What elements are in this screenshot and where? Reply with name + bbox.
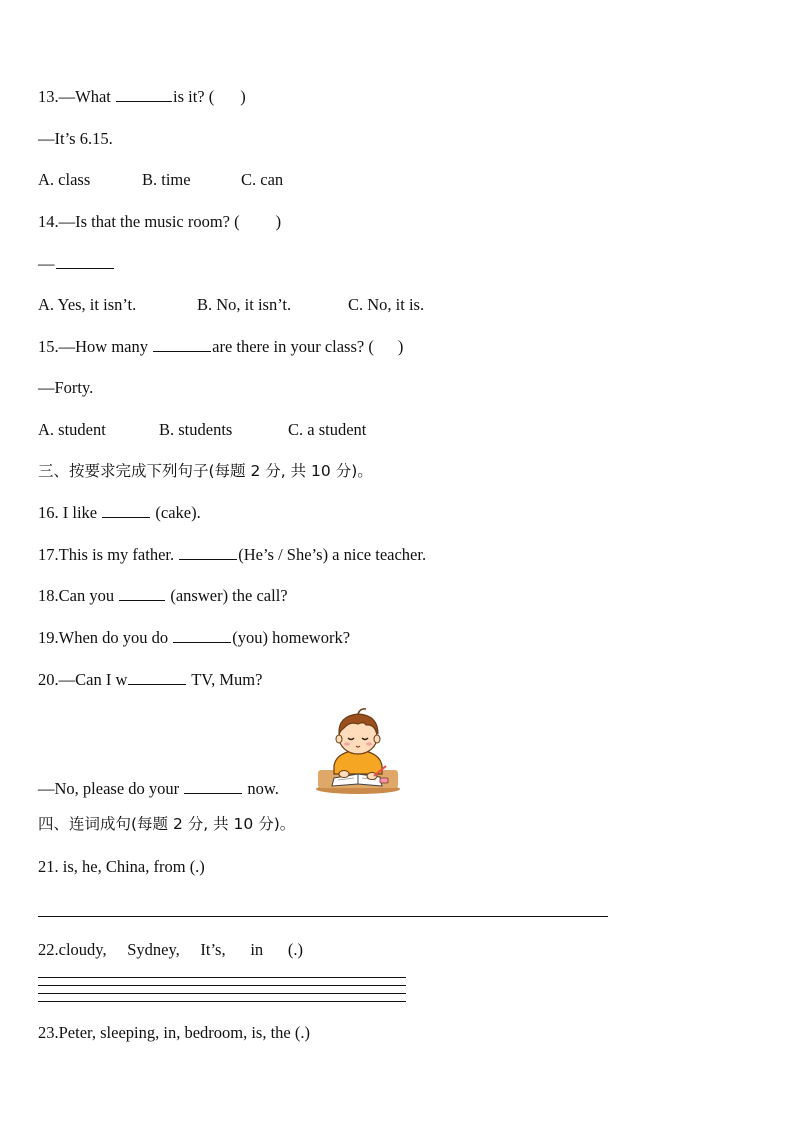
- section-3-title: 三、按要求完成下列句子(每题 2 分, 共 10 分)。: [38, 462, 373, 480]
- q21-words: is, he, China, from (.): [58, 857, 205, 876]
- q15-options: [38, 420, 366, 440]
- q15-blank[interactable]: [153, 337, 211, 352]
- q14-number: 14.: [38, 212, 59, 231]
- q16-number: 16.: [38, 503, 59, 522]
- q15-answer: —Forty.: [38, 378, 94, 397]
- q15-number: 15.: [38, 337, 59, 356]
- q14-option-c[interactable]: C. No, it is.: [348, 295, 425, 314]
- q17-question: 17.This is my father. (He’s / She’s) a nice teacher.: [38, 545, 427, 564]
- q23-number: 23.: [38, 1023, 59, 1042]
- q16-blank[interactable]: [102, 503, 150, 518]
- q14-question: 14.—Is that the music room? ( ): [38, 212, 282, 231]
- q13-option-b[interactable]: B. time: [142, 170, 191, 189]
- q20-answer-blank[interactable]: [184, 779, 242, 794]
- section-4-title: 四、连词成句(每题 2 分, 共 10 分)。: [38, 815, 296, 833]
- q21-number: 21.: [38, 857, 59, 876]
- q21-answer-line[interactable]: [38, 916, 608, 917]
- q13-options: [38, 170, 283, 190]
- q20-number: 20.: [38, 670, 59, 689]
- q22-answer-line-1[interactable]: [38, 977, 406, 978]
- q20-question: 20.—Can I w TV, Mum?: [38, 670, 263, 689]
- q13-question: 13.—What is it? ( ): [38, 87, 246, 106]
- q15-option-c[interactable]: C. a student: [288, 420, 367, 439]
- q13-option-a[interactable]: A. class: [38, 170, 91, 189]
- q15-question: 15.—How many are there in your class? ( ): [38, 337, 404, 356]
- q14-option-a[interactable]: A. Yes, it isn’t.: [38, 295, 137, 314]
- q19-number: 19.: [38, 628, 59, 647]
- q20-blank[interactable]: [128, 670, 186, 685]
- q17-blank[interactable]: [179, 545, 237, 560]
- q22-words: cloudy, Sydney, It’s, in (.): [58, 940, 304, 959]
- q18-number: 18.: [38, 586, 59, 605]
- q14-answer-blank[interactable]: [56, 254, 114, 269]
- q22-question: [38, 940, 303, 960]
- boy-writing-homework-icon: [314, 704, 404, 796]
- q19-blank[interactable]: [173, 628, 231, 643]
- q14-answer: —: [38, 254, 115, 274]
- q20-answer: —No, please do your now.: [38, 779, 279, 798]
- q19-question: 19.When do you do (you) homework?: [38, 628, 351, 647]
- q13-answer: —It’s 6.15.: [38, 129, 113, 148]
- q22-answer-line-3[interactable]: [38, 993, 406, 994]
- q16-question: 16. I like (cake).: [38, 503, 201, 522]
- q13-option-c[interactable]: C. can: [241, 170, 284, 189]
- q14-option-b[interactable]: B. No, it isn’t.: [197, 295, 292, 314]
- q23-question: [38, 1023, 310, 1043]
- q18-question: 18.Can you (answer) the call?: [38, 586, 288, 605]
- q15-option-a[interactable]: A. student: [38, 420, 106, 439]
- q18-blank[interactable]: [119, 586, 165, 601]
- q15-option-b[interactable]: B. students: [159, 420, 233, 439]
- q14-options: [38, 295, 424, 315]
- q22-answer-line-2[interactable]: [38, 985, 406, 986]
- q22-answer-line-4[interactable]: [38, 1001, 406, 1002]
- q22-number: 22.: [38, 940, 59, 959]
- q13-blank[interactable]: [116, 87, 172, 102]
- q17-number: 17.: [38, 545, 59, 564]
- q13-number: 13.: [38, 87, 59, 106]
- q23-words: Peter, sleeping, in, bedroom, is, the (.): [58, 1023, 310, 1042]
- q21-question: [38, 857, 205, 877]
